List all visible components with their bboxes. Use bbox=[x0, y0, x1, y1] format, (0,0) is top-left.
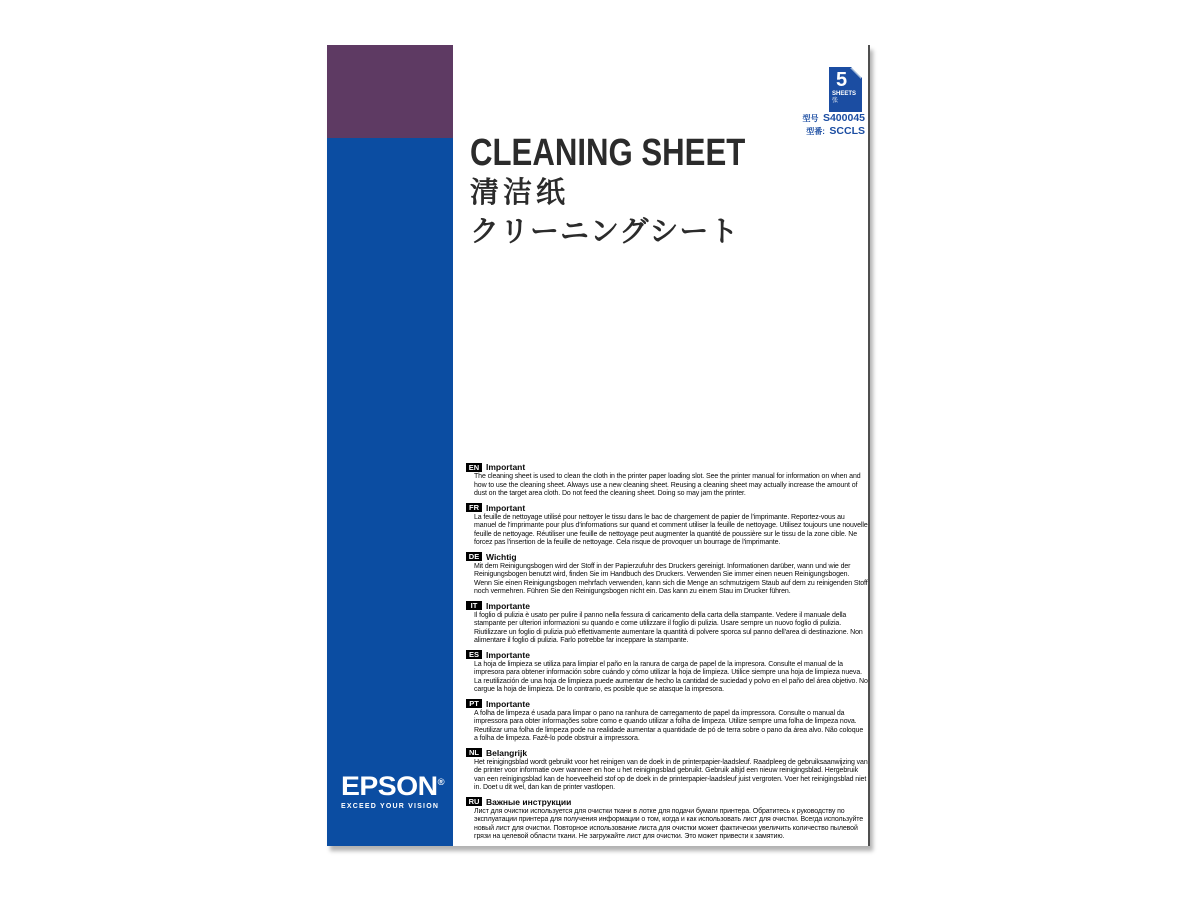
notice-body-pt: A folha de limpeza é usada para limpar o pano na ranhura de carregamento de papel da impressora. Consulte o manual da impressora para obter informações sobre como e quando utilizar a folha de limpeza. Utilize sempre uma folha de limpeza nova. Reutilizar uma folha de limpeza pode na realidade aumentar a quantidade de pó de terra sobre o pano da área alvo. Não coloque a folha de limpeza. Fazê-lo pode obstruir a impressora. bbox=[474, 709, 864, 742]
product-package bbox=[327, 45, 870, 846]
sheet-count-badge bbox=[829, 67, 862, 112]
notice-en bbox=[466, 462, 868, 499]
notice-heading-en: Important bbox=[486, 462, 526, 472]
notice-heading-ru: Важные инструкции bbox=[486, 796, 572, 807]
language-tag-ru: RU bbox=[466, 797, 482, 806]
notice-de bbox=[466, 552, 868, 597]
notice-body-fr: La feuille de nettoyage utilisé pour nettoyer le tissu dans le bac de chargement de papier de l'imprimante. Reportez-vous au manuel de l'imprimante pour plus d'informations sur quand et comment utiliser la feuille de nettoyage. Utilisez toujours une nouvelle feuille de nettoyage. Réutiliser une feuille de nettoyage peut augmenter la quantité de poussière sur le tissu de la zone cible. Ne forcez pas l'insertion de la feuille de nettoyage. Cela risque de provoquer un bourrage de l'imprimante. bbox=[474, 513, 868, 546]
epson-blue-stripe bbox=[327, 45, 453, 846]
model-label-ja: 型番: bbox=[806, 127, 825, 136]
title-block bbox=[470, 133, 806, 251]
language-tag-es: ES bbox=[466, 650, 482, 659]
sheet-count-unit-en: SHEETS bbox=[832, 91, 857, 97]
notice-nl bbox=[466, 748, 868, 793]
notice-es bbox=[466, 650, 868, 695]
product-title-en: CLEANING SHEET bbox=[470, 132, 746, 174]
language-tag-it: IT bbox=[466, 601, 482, 610]
notice-pt bbox=[466, 699, 868, 744]
notice-heading-pt: Importante bbox=[486, 698, 530, 709]
model-label-zh: 型号 bbox=[802, 114, 819, 123]
multilingual-notices bbox=[466, 462, 868, 846]
language-tag-pt: PT bbox=[466, 699, 482, 708]
notice-ru bbox=[466, 797, 868, 842]
language-tag-fr: FR bbox=[466, 503, 482, 512]
brand-tagline: EXCEED YOUR VISION bbox=[341, 803, 440, 810]
epson-logo bbox=[341, 767, 445, 810]
notice-heading-fr: Important bbox=[486, 502, 526, 513]
notice-heading-nl: Belangrijk bbox=[486, 747, 528, 758]
sheet-count: 5 bbox=[836, 69, 848, 91]
page-fold-icon bbox=[851, 67, 862, 78]
language-tag-de: DE bbox=[466, 552, 482, 561]
plum-corner-block bbox=[327, 45, 453, 138]
model-number-line1 bbox=[803, 111, 866, 124]
model-value-1: S400045 bbox=[822, 112, 865, 124]
notice-body-ru: Лист для очистки используется для очистки ткани в лотке для подачи бумаги принтера. Обратитесь к руководству по эксплуатации принтера для получения информации о том, когда и как использовать лист для очистки. Всегда используйте новый лист для очистки. Повторное использование листа для очистки может фактически увеличить количество пылевой грязи на целевой области ткани. Не загружайте лист для очистки. Это может привести к замятию. bbox=[474, 807, 864, 840]
model-value-2: SCCLS bbox=[829, 125, 865, 137]
notice-it bbox=[466, 601, 868, 646]
model-number-line2 bbox=[803, 124, 866, 137]
notice-body-nl: Het reinigingsblad wordt gebruikt voor het reinigen van de doek in de printerpapier-laadsleuf. Raadpleeg de gebruiksaanwijzing van de printer voor informatie over wanneer en hoe u het reinigingsblad gebruikt. Gebruik altijd een nieuw reinigingsblad. Hergebruik van een reinigingsblad kan de hoeveelheid stof op de doek in de printerpapier-laadsleuf juist vergroten. Voer het reinigingsblad niet in. Doet u dit wel, dan kan de printer vastlopen. bbox=[474, 758, 868, 791]
language-tag-en: EN bbox=[466, 463, 482, 472]
product-title-ja: クリーニングシート bbox=[470, 216, 740, 248]
notice-heading-it: Importante bbox=[486, 600, 530, 611]
notice-body-es: La hoja de limpieza se utiliza para limpiar el paño en la ranura de carga de papel de la impresora. Consulte el manual de la impresora para obtener información sobre cuándo y cómo utilizar la hoja de limpieza. Utilice siempre una hoja de limpieza nueva. La reutilización de una hoja de limpieza puede aumentar de hecho la cantidad de suciedad y polvo en el paño del área objetivo. No cargue la hoja de limpieza. De lo contrario, es posible que se atasque la impresora. bbox=[474, 660, 868, 693]
notice-fr bbox=[466, 503, 868, 548]
sheet-count-unit-zh: 张 bbox=[832, 98, 839, 104]
notice-heading-es: Importante bbox=[486, 649, 530, 660]
model-numbers bbox=[803, 111, 866, 137]
notice-body-en: The cleaning sheet is used to clean the cloth in the printer paper loading slot. See the printer manual for information on when and how to use the cleaning sheet. Always use a new cleaning sheet. Reusing a cleaning sheet may actually increase the amount of dust on the target area cloth. Do not feed the cleaning sheet. Doing so may jam the printer. bbox=[474, 473, 861, 497]
notice-heading-de: Wichtig bbox=[486, 551, 517, 562]
notice-body-it: Il foglio di pulizia è usato per pulire il panno nella fessura di caricamento della carta della stampante. Vedere il manuale della stampante per ulteriori informazioni su quando e come utilizzare il foglio di pulizia. Usare sempre un nuovo foglio di pulizia. Riutilizzare un foglio di pulizia può effettivamente aumentare la quantità di polvere sporca sul panno dell'area di destinazione. Non alimentare il foglio di pulizia. Farlo potrebbe far inceppare la stampante. bbox=[474, 611, 863, 644]
product-title-zh: 清洁纸 bbox=[470, 177, 570, 209]
brand-name: EPSON bbox=[341, 771, 438, 801]
registered-trademark-icon: ® bbox=[437, 777, 445, 787]
notice-body-de: Mit dem Reinigungsbogen wird der Stoff in der Papierzufuhr des Druckers gereinigt. Informationen darüber, wann und wie der Reinigungsbogen benutzt wird, finden Sie im Handbuch des Druckers. Verwenden Sie immer einen neuen Reinigungsbogen. Wenn Sie einen Reinigungsbogen mehrfach verwenden, kann sich die Menge an schmutzigem Staub auf dem zu reinigenden Stoff noch vermehren. Führen Sie den Reinigungsbogen nicht ein. Das kann zu einem Stau im Drucker führen. bbox=[474, 562, 868, 595]
language-tag-nl: NL bbox=[466, 748, 482, 757]
